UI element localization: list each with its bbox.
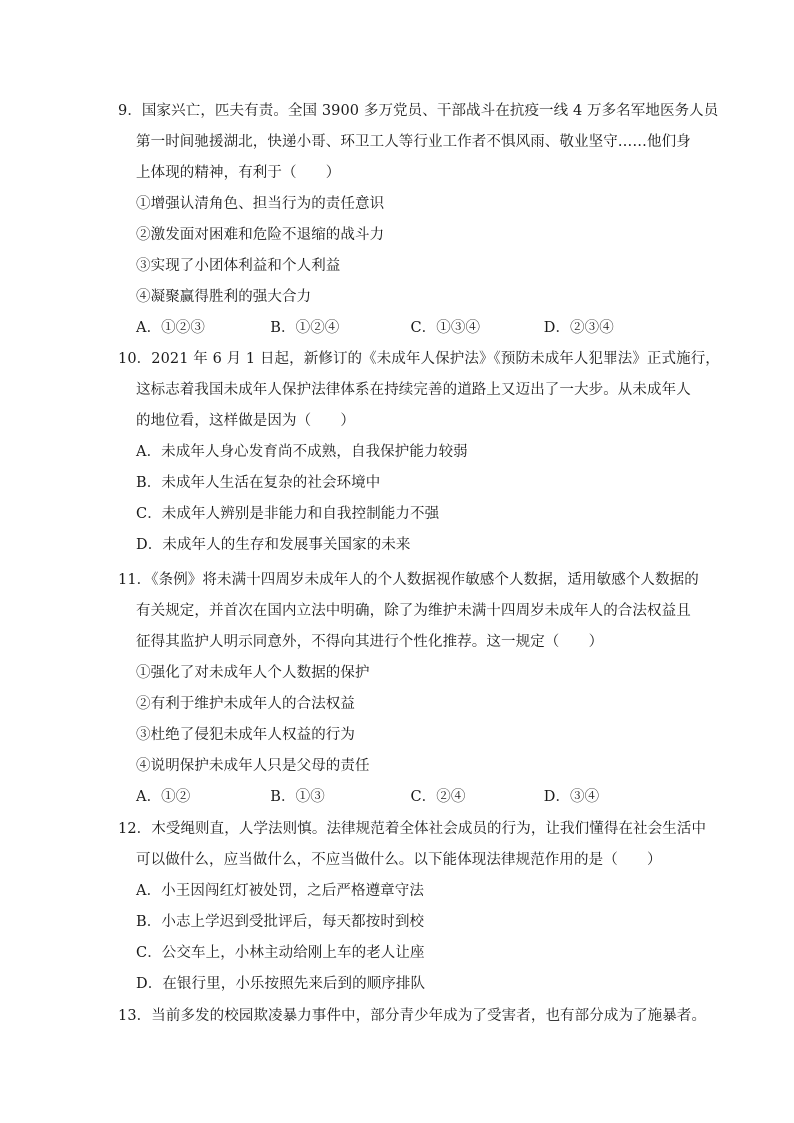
statement-item: ②激发面对困难和危险不退缩的战斗力 xyxy=(136,227,385,243)
statement-item: ①强化了对未成年人个人数据的保护 xyxy=(136,665,370,681)
question-stem-line: 的地位看，这样做是因为（ ） xyxy=(136,413,355,429)
question-stem-line: 这标志着我国未成年人保护法律体系在持续完善的道路上又迈出了一大步。从未成年人 xyxy=(136,382,691,398)
statement-item: ④凝聚赢得胜利的强大合力 xyxy=(136,289,312,305)
question-stem-line: 征得其监护人明示同意外，不得向其进行个性化推荐。这一规定（ ） xyxy=(136,634,604,650)
question-stem-line: 第一时间驰援湖北，快递小哥、环卫工人等行业工作者不惧风雨、敬业坚守……他们身 xyxy=(136,134,691,150)
question-stem-line: 11．《条例》将未满十四周岁未成年人的个人数据视作敏感个人数据，适用敏感个人数据的 xyxy=(118,572,699,588)
option-b[interactable]: B．未成年人生活在复杂的社会环境中 xyxy=(136,475,381,491)
statement-item: ④说明保护未成年人只是父母的责任 xyxy=(136,758,370,774)
option-b[interactable]: B．①②④ xyxy=(270,320,340,336)
option-b[interactable]: B．小志上学迟到受批评后，每天都按时到校 xyxy=(136,914,425,930)
question-9 xyxy=(118,96,719,344)
option-a[interactable]: A．①②③ xyxy=(136,320,205,336)
option-c[interactable]: C．②④ xyxy=(410,789,466,805)
answer-options xyxy=(118,313,678,344)
statement-item: ③实现了小团体利益和个人利益 xyxy=(136,258,341,274)
question-stem-line: 9．国家兴亡，匹夫有责。全国 3900 多万党员、干部战斗在抗疫一线 4 万多名军地医务人员 xyxy=(118,103,719,119)
option-c[interactable]: C．未成年人辨别是非能力和自我控制能力不强 xyxy=(136,506,440,522)
question-stem-line: 10．2021 年 6 月 1 日起，新修订的《未成年人保护法》《预防未成年人犯罪法》正式施行， xyxy=(118,351,720,367)
question-stem-line: 有关规定，并首次在国内立法中明确，除了为维护未满十四周岁未成年人的合法权益且 xyxy=(136,603,691,619)
question-stem-line: 上体现的精神，有利于（ ） xyxy=(136,165,341,181)
option-d[interactable]: D．未成年人的生存和发展事关国家的未来 xyxy=(136,537,411,553)
option-d[interactable]: D．②③④ xyxy=(543,320,614,336)
question-12 xyxy=(118,814,707,1000)
statement-item: ③杜绝了侵犯未成年人权益的行为 xyxy=(136,727,355,743)
question-stem-line: 可以做什么，应当做什么，不应当做什么。以下能体现法律规范作用的是（ ） xyxy=(136,852,662,868)
option-d[interactable]: D．在银行里，小乐按照先来后到的顺序排队 xyxy=(136,976,426,992)
option-c[interactable]: C．公交车上，小林主动给刚上车的老人让座 xyxy=(136,945,425,961)
question-stem-line: 13．当前多发的校园欺凌暴力事件中，部分青少年成为了受害者，也有部分成为了施暴者。 xyxy=(118,1008,707,1024)
answer-options xyxy=(118,782,678,813)
option-a[interactable]: A．小王因闯红灯被处罚，之后严格遵章守法 xyxy=(136,883,424,899)
statement-item: ①增强认清角色、担当行为的责任意识 xyxy=(136,196,385,212)
option-c[interactable]: C．①③④ xyxy=(410,320,481,336)
option-a[interactable]: A．①② xyxy=(136,789,191,805)
question-11 xyxy=(118,565,699,813)
question-13 xyxy=(118,1001,707,1032)
option-d[interactable]: D．③④ xyxy=(543,789,600,805)
option-b[interactable]: B．①③ xyxy=(270,789,325,805)
statement-item: ②有利于维护未成年人的合法权益 xyxy=(136,696,355,712)
option-a[interactable]: A．未成年人身心发育尚不成熟，自我保护能力较弱 xyxy=(136,444,468,460)
question-10 xyxy=(118,344,720,561)
question-stem-line: 12．木受绳则直，人学法则慎。法律规范着全体社会成员的行为，让我们懂得在社会生活中 xyxy=(118,821,707,837)
